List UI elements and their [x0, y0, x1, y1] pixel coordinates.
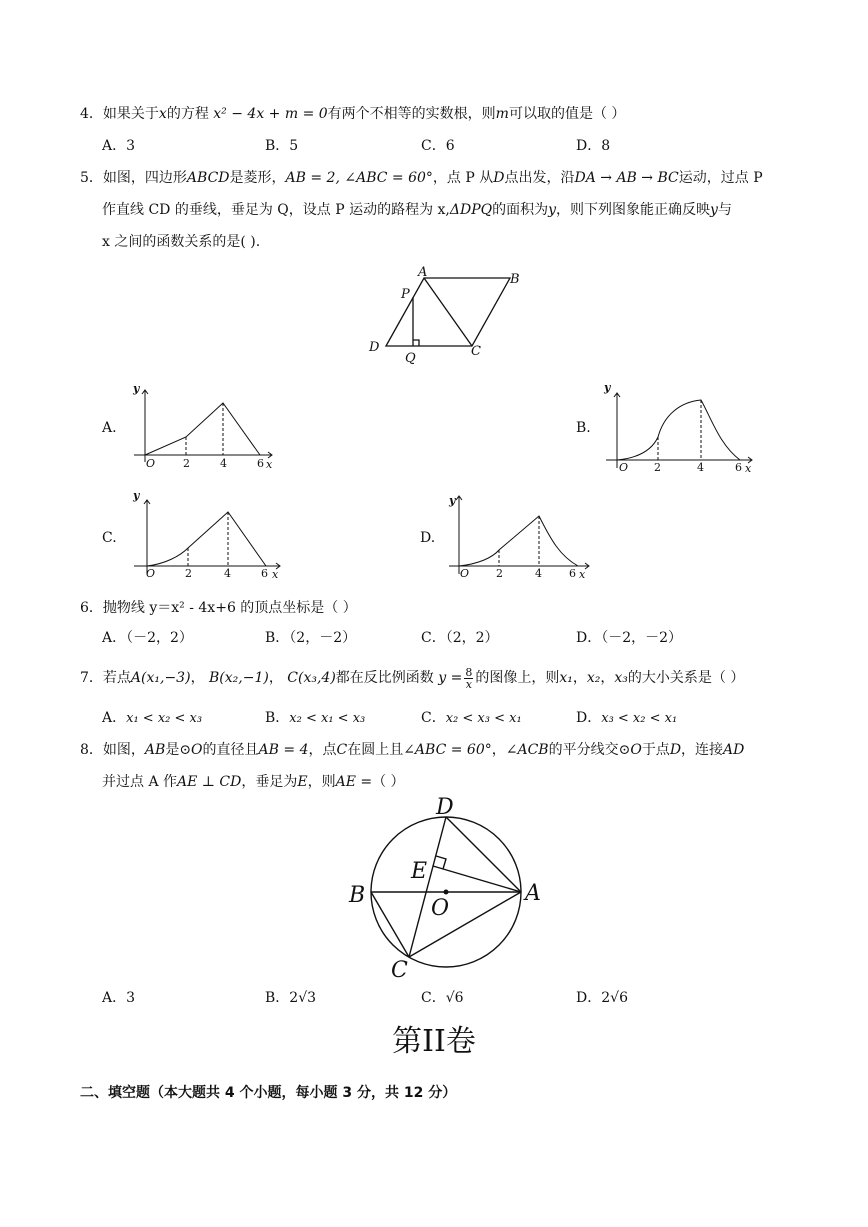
fig5-label-a: A: [418, 265, 428, 280]
graph-a-y: y: [133, 382, 140, 395]
q8-option-c: C．√6: [421, 990, 464, 1006]
q4-option-b: B．5: [265, 138, 299, 154]
graph-a-t4: 4: [220, 457, 227, 470]
graph-b-o: O: [619, 461, 629, 474]
q6-option-b: B．（2，－2）: [265, 630, 357, 646]
q5-graph-label-c: C.: [102, 530, 117, 546]
graph-a-t2: 2: [183, 457, 190, 470]
graph-a: [134, 390, 272, 462]
curve-a: [145, 403, 260, 455]
chord-ca: [409, 892, 521, 957]
q8-option-a: A．3: [102, 990, 136, 1006]
graph-b-x: x: [745, 462, 752, 475]
q6-option-a: A．（－2，2）: [102, 630, 193, 646]
graph-b-t2: 2: [654, 461, 661, 474]
graph-b-t6: 6: [735, 461, 742, 474]
volume-title: 第II卷: [392, 1024, 476, 1059]
section-heading-fill-blank: 二、填空题（本大题共 4 个小题，每小题 3 分，共 12 分）: [80, 1085, 457, 1101]
fig8-label-a: A: [525, 881, 541, 906]
fig8-label-o: O: [431, 896, 450, 921]
q7-option-b: B．x₂ < x₁ < x₃: [265, 710, 366, 726]
right-angle-mark: [413, 340, 419, 346]
fig8-label-c: C: [391, 958, 408, 983]
fig8-label-e: E: [411, 859, 428, 884]
q4-option-a: A．3: [102, 138, 136, 154]
q6-stem: 6．抛物线 y＝x² - 4x+6 的顶点坐标是（ ）: [80, 600, 357, 616]
q5-stem-line2: 作直线 CD 的垂线，垂足为 Q，设点 P 运动的路程为 x,ΔDPQ的面积为y，则下列图象能正确反映y与: [102, 202, 732, 218]
graph-d: [449, 496, 589, 574]
fig5-label-q: Q: [405, 351, 416, 366]
graph-d-t2: 2: [496, 567, 503, 580]
graph-c-t2: 2: [185, 567, 192, 580]
fig5-label-c: C: [471, 344, 481, 359]
graph-c-t4: 4: [224, 567, 231, 580]
segment-ae: [433, 866, 521, 892]
graph-c-x: x: [272, 568, 279, 581]
graph-d-x: x: [579, 568, 586, 581]
q8-option-d: D．2√6: [576, 990, 628, 1006]
graph-c-t6: 6: [261, 567, 268, 580]
q8-stem-line2: 并过点 A 作AE ⊥ CD，垂足为E，则AE =（ ）: [102, 774, 405, 790]
curve-b: [617, 400, 740, 460]
q5-stem-line1: 5．如图，四边形ABCD是菱形，AB = 2, ∠ABC = 60°，点 P 从D点出发，沿DA → AB → BC运动，过点 P: [80, 170, 763, 186]
graph-a-o: O: [146, 457, 156, 470]
graph-d-o: O: [460, 567, 470, 580]
graph-b-t4: 4: [697, 461, 704, 474]
center-point-o: [444, 890, 449, 895]
rhombus-shape: [386, 278, 510, 346]
graph-b-y: y: [604, 381, 611, 394]
chord-da: [446, 817, 521, 892]
graph-d-t4: 4: [535, 567, 542, 580]
q5-graph-label-a: A.: [102, 420, 117, 436]
fig5-label-b: B: [510, 272, 520, 287]
q5-graph-label-d: D.: [420, 530, 436, 546]
q8-stem-line1: 8．如图，AB是⊙O的直径且AB = 4，点C在圆上且∠ABC = 60°，∠ACB的平分线交⊙O于点D，连接AD: [80, 742, 745, 758]
graph-c-y: y: [133, 489, 140, 502]
q8-option-b: B．2√3: [265, 990, 317, 1006]
graph-d-y: y: [449, 494, 456, 507]
chord-bc: [371, 892, 409, 957]
diagonal-ac: [424, 278, 472, 346]
graph-a-x: x: [266, 458, 273, 471]
q4-stem: 4．如果关于x的方程 x² − 4x + m = 0有两个不相等的实数根，则m可以取的值是（ ）: [80, 106, 626, 122]
q6-option-d: D．（－2，－2）: [576, 630, 683, 646]
chord-cd: [409, 817, 446, 957]
curve-c: [147, 512, 266, 566]
q7-option-a: A．x₁ < x₂ < x₃: [102, 710, 203, 726]
fig5-label-p: P: [401, 287, 410, 302]
q7-fraction: $\frac{8}{x}$: [465, 665, 473, 691]
q4-equation: x² − 4x + m = 0: [213, 106, 328, 122]
graph-c: [134, 500, 280, 574]
graph-b: [606, 393, 752, 468]
graph-d-t6: 6: [569, 567, 576, 580]
q4-option-c: C．6: [421, 138, 455, 154]
q7-option-d: D．x₃ < x₂ < x₁: [576, 710, 678, 726]
right-angle-e: [436, 856, 446, 869]
graph-a-t6: 6: [257, 457, 264, 470]
q5-graph-label-b: B.: [576, 420, 591, 436]
fig8-label-d: D: [436, 795, 454, 820]
fig8-label-b: B: [349, 883, 366, 908]
fig5-label-d: D: [369, 340, 380, 355]
q7-option-c: C．x₂ < x₃ < x₁: [421, 710, 522, 726]
q7-stem: 7．若点A(x₁,−3)， B(x₂,−1)， C(x₃,4)都在反比例函数 y = $\frac{8}{x}$ 的图像上，则x₁，x₂，x₃的大小关系是（ ）: [80, 665, 745, 691]
q6-option-c: C．（2，2）: [421, 630, 499, 646]
graph-c-o: O: [146, 567, 156, 580]
circle-o: [371, 817, 521, 967]
q5-stem-line3: x 之间的函数关系的是( ).: [102, 234, 261, 250]
curve-d: [459, 516, 578, 566]
q4-option-d: D．8: [576, 138, 611, 154]
